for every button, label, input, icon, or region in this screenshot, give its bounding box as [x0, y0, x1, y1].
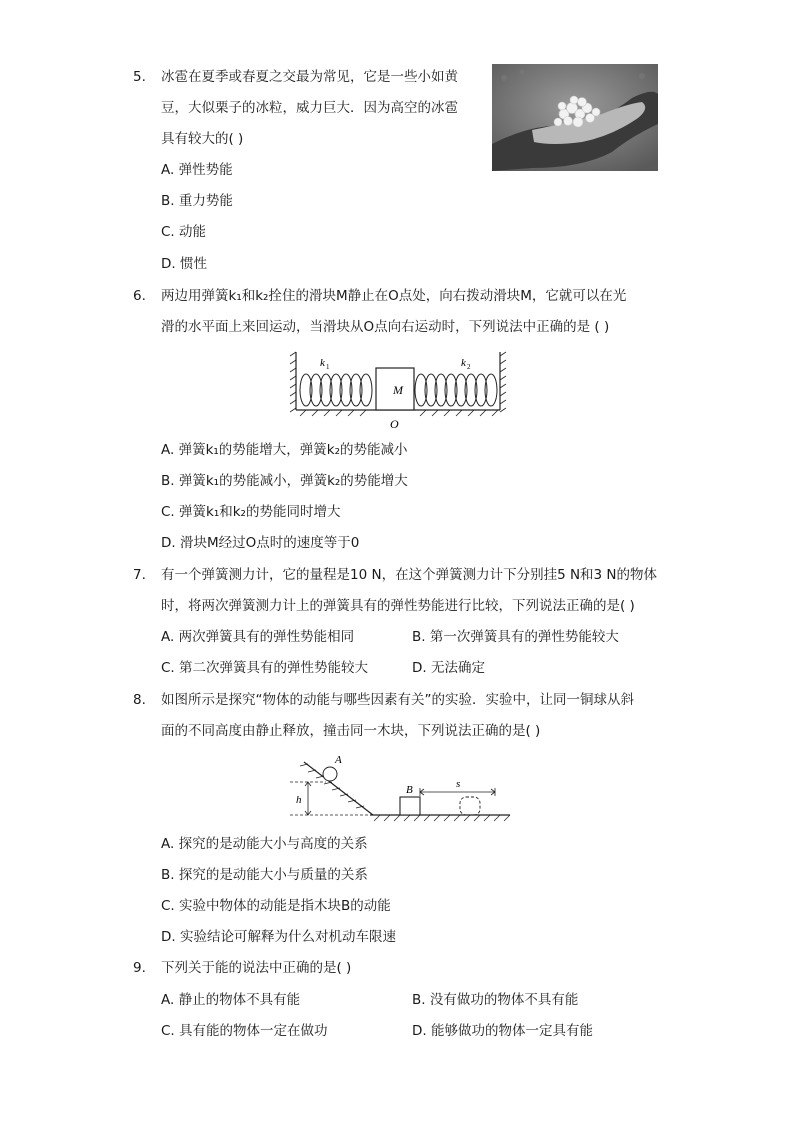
option-b: B. 探究的是动能大小与质量的关系	[161, 867, 368, 883]
question-stem-line: 冰雹在夏季或春夏之交最为常见，它是一些小如黄	[161, 69, 458, 85]
question-stem-line: 时，将两次弹簧测力计上的弹簧具有的弹性势能进行比较，下列说法正确的是( )	[161, 598, 635, 614]
question-number: 9.	[133, 960, 146, 976]
spring-k2-subscript: 2	[467, 363, 471, 371]
question-number: 5.	[133, 69, 146, 85]
option-c: C. 具有能的物体一定在做功	[161, 1023, 328, 1039]
question-number: 8.	[133, 692, 146, 708]
option-d: D. 能够做功的物体一定具有能	[412, 1023, 593, 1039]
option-d: D. 实验结论可解释为什么对机动车限速	[161, 929, 396, 945]
option-b: B. 重力势能	[161, 193, 233, 209]
spring-mass-figure	[290, 350, 510, 430]
option-c: C. 实验中物体的动能是指木块B的动能	[161, 898, 391, 914]
option-b: B. 第一次弹簧具有的弹性势能较大	[412, 629, 619, 645]
ball-a-label: A	[335, 754, 342, 766]
spring-k1-subscript: 1	[326, 363, 330, 371]
option-c: C. 动能	[161, 224, 207, 240]
question-stem-line: 豆，大似栗子的冰粒，威力巨大．因为高空的冰雹	[161, 100, 458, 116]
question-stem-line: 两边用弹簧k₁和k₂拴住的滑块M静止在O点处，向右拨动滑块M，它就可以在光	[161, 288, 627, 304]
question-stem-line: 滑的水平面上来回运动，当滑块从O点向右运动时，下列说法中正确的是 ( )	[161, 319, 610, 335]
option-c: C. 第二次弹簧具有的弹性势能较大	[161, 660, 369, 676]
option-a: A. 两次弹簧具有的弹性势能相同	[161, 629, 355, 645]
distance-label: s	[456, 778, 461, 790]
question-stem-line: 具有较大的( )	[161, 131, 244, 147]
option-a: A. 弹性势能	[161, 162, 233, 178]
option-d: D. 惯性	[161, 256, 207, 272]
question-stem-line: 面的不同高度由静止释放，撞击同一木块，下列说法正确的是( )	[161, 723, 541, 739]
question-number: 6.	[133, 288, 146, 304]
block-b-label: B	[406, 784, 413, 796]
spring-k2-label: k	[461, 357, 466, 369]
spring-k1-label: k	[320, 357, 325, 369]
option-d: D. 无法确定	[412, 660, 485, 676]
hailstones-in-hand-photo	[492, 64, 658, 171]
point-o-label: O	[390, 417, 399, 430]
option-a: A. 弹簧k₁的势能增大，弹簧k₂的势能减小	[161, 442, 408, 458]
option-a: A. 探究的是动能大小与高度的关系	[161, 836, 368, 852]
block-b-final-position	[460, 797, 480, 815]
question-stem-line: 如图所示是探究“物体的动能与哪些因素有关”的实验．实验中，让同一铜球从斜	[161, 692, 634, 708]
question-stem-line: 有一个弹簧测力计，它的量程是10 N，在这个弹簧测力计下分别挂5 N和3 N的物体	[161, 567, 658, 583]
question-stem-line: 下列关于能的说法中正确的是( )	[161, 960, 352, 976]
option-b: B. 没有做功的物体不具有能	[412, 992, 579, 1008]
question-number: 7.	[133, 567, 146, 583]
option-c: C. 弹簧k₁和k₂的势能同时增大	[161, 504, 341, 520]
block-b	[400, 797, 420, 815]
ball-a	[323, 767, 337, 781]
option-a: A. 静止的物体不具有能	[161, 992, 301, 1008]
option-d: D. 滑块M经过O点时的速度等于0	[161, 535, 360, 551]
height-label: h	[296, 794, 302, 806]
mass-label: M	[393, 383, 403, 397]
incline-collision-figure	[290, 752, 515, 824]
option-b: B. 弹簧k₁的势能减小，弹簧k₂的势能增大	[161, 473, 408, 489]
